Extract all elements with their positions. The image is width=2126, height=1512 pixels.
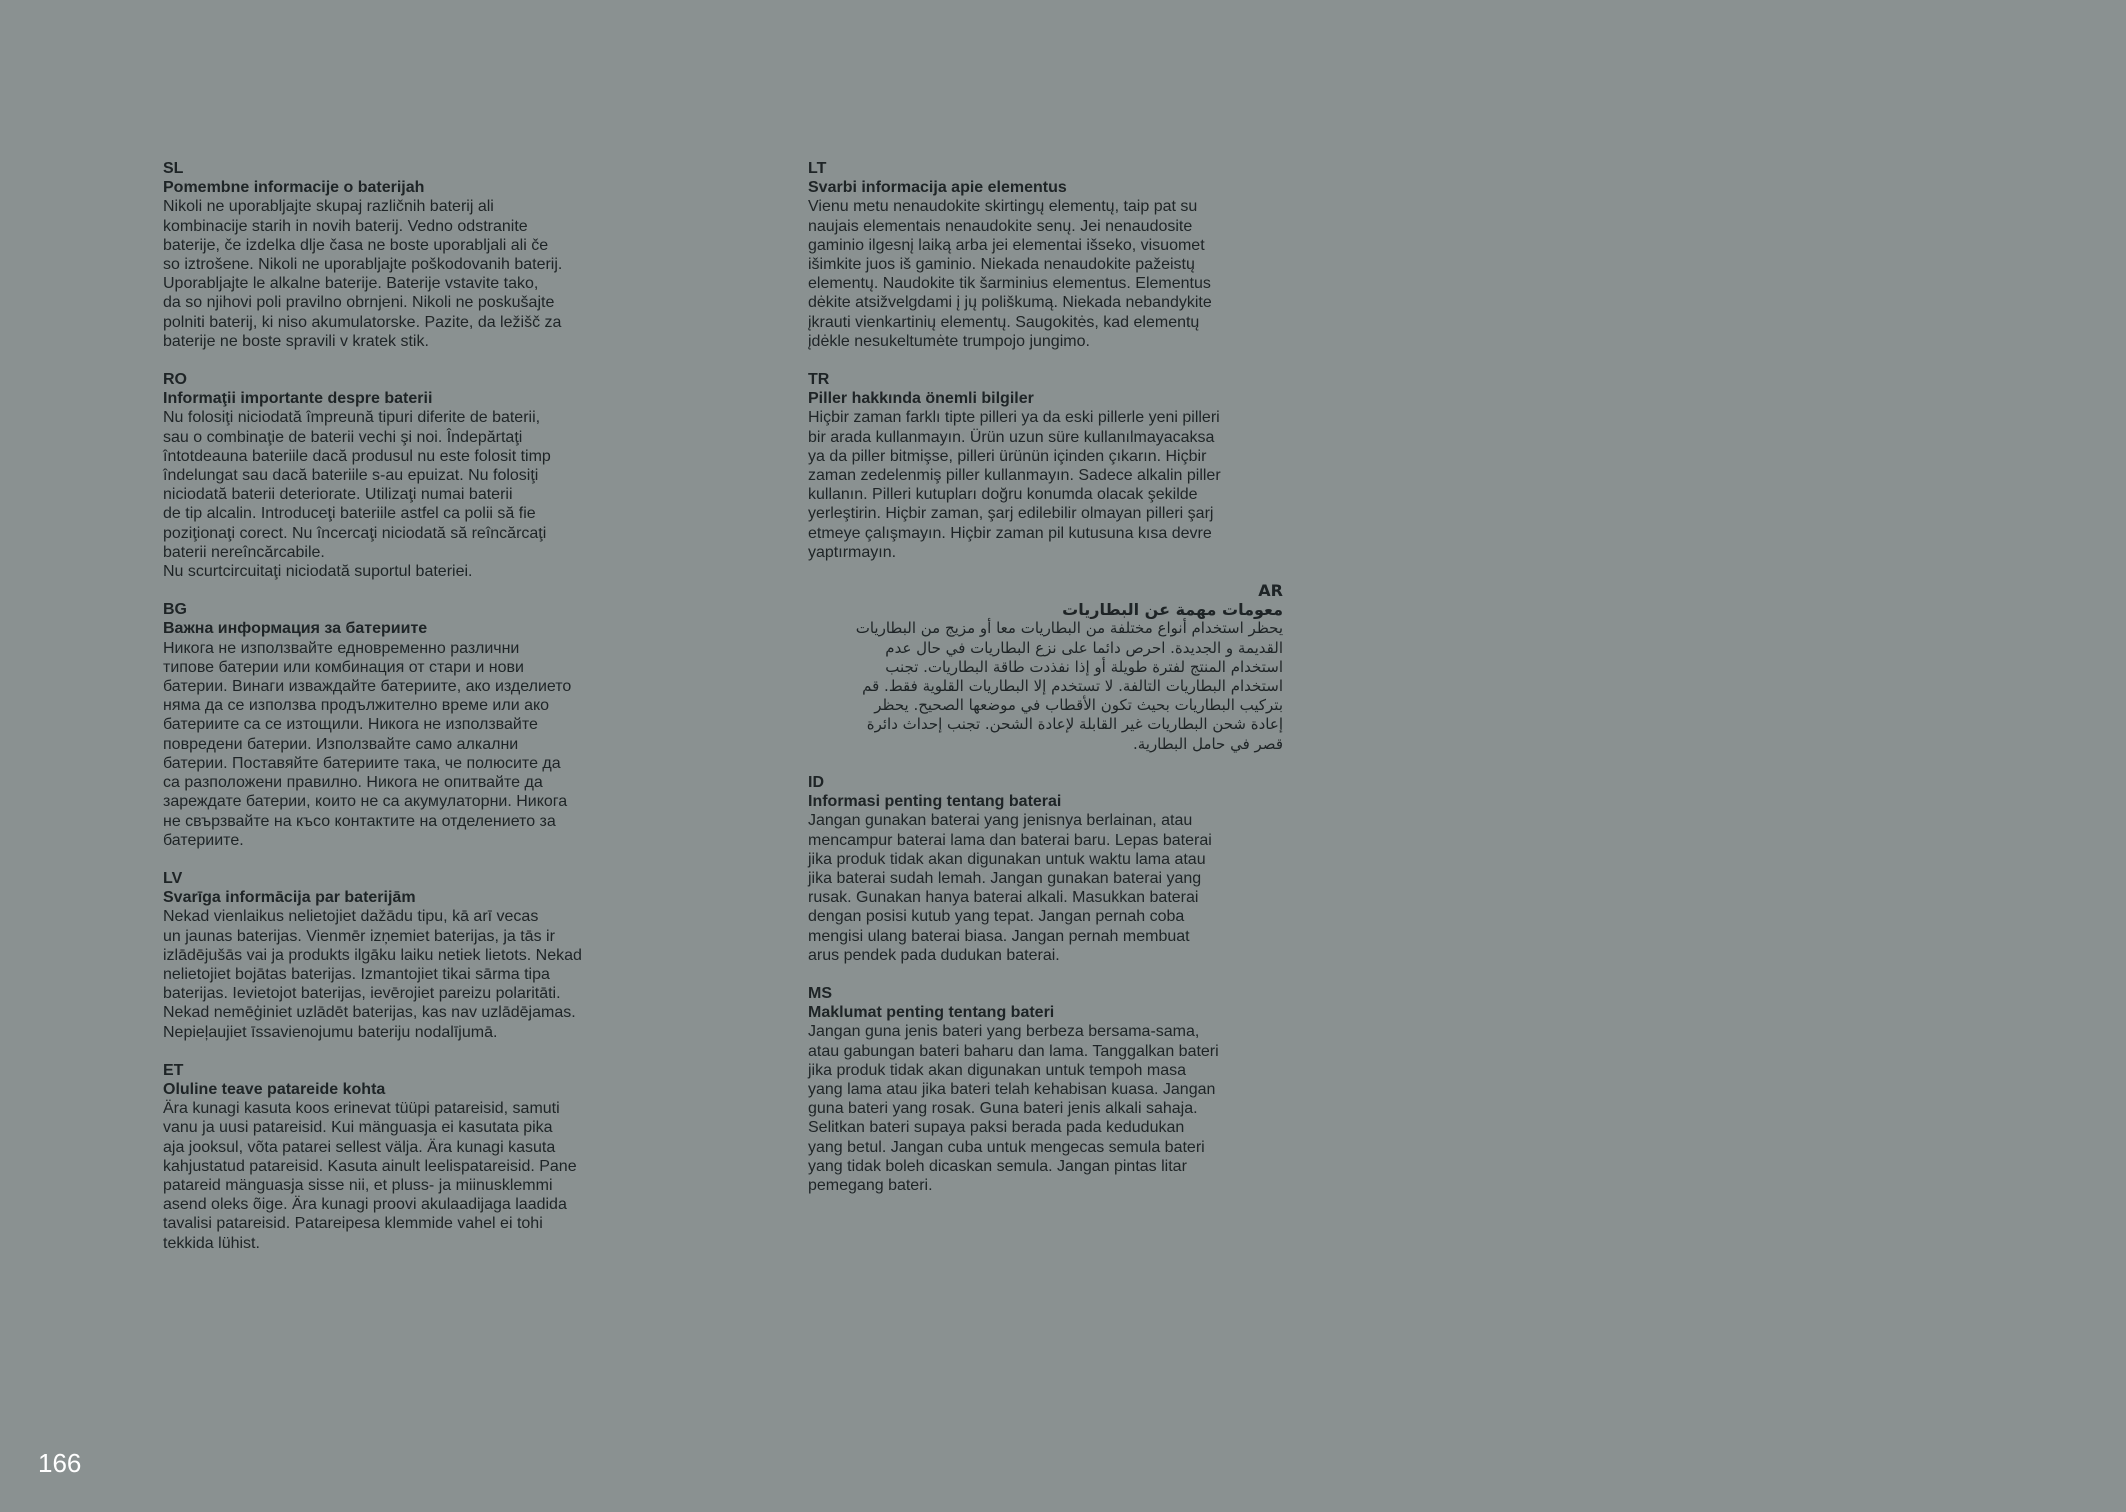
section-heading: Важна информация за батериите <box>163 620 428 638</box>
right-column <box>808 159 1283 1214</box>
language-code: ID <box>808 773 824 791</box>
section-lt <box>808 159 1283 351</box>
section-body: Hiçbir zaman farklı tipte pilleri ya da eski pillerle yeni pilleri bir arada kullanmayın. Ürün uzun süre kullanılmayacaksa ya da piller bitmişse, pilleri ürünün içinden çıkarın. Hiçbir zaman zedelenmiş piller kullanmayın. Sadece alkalin piller kullanın. Pilleri kutupları doğru konumda olacak şekilde yerleştirin. Hiçbir zaman, şarj edilebilir olmayan pilleri şarj etmeye çalışmayın. Hiçbir zaman pil kutusuna kısa devre yaptırmayın. <box>808 409 1221 561</box>
section-heading: معومات مهمة عن البطاريات <box>1062 600 1283 620</box>
language-code: RO <box>163 371 187 389</box>
section-body: Vienu metu nenaudokite skirtingų elementų, taip pat su naujais elementais nenaudokite senų. Jei nenaudosite gaminio ilgesnį laiką arba jei elementai išseko, visuomet išimkite juos iš gaminio. Niekada nenaudokite pažeistų elementų. Naudokite tik šarminius elementus. Elementus dėkite atsižvelgdami į jų poliškumą. Niekada nebandykite įkrauti vienkartinių elementų. Saugokitės, kad elementų įdėkle nesukeltumėte trumpojo jungimo. <box>808 198 1212 350</box>
language-code: MS <box>808 984 832 1002</box>
section-body: يحظر استخدام أنواع مختلفة من البطاريات معا أو مزيج من البطاريات القديمة و الجديدة. احرص دائما على نزع البطاريات في حال عدم استخدام المنتج لفترة طويلة أو إذا نفذدت طاقة البطاريات. تجنب استخدام البطاريات التالفة. لا تستخدم إلا البطاريات القلوية فقط. قم بتركيب البطاريات بحيث تكون الأقطاب في موضعها الصحيح. يحظر إعادة شحن البطاريات غير القابلة لإعادة الشحن. تجنب إحداث دائرة قصر في حامل البطارية. <box>855 619 1283 753</box>
language-code: ET <box>163 1061 184 1079</box>
section-ro <box>163 370 648 581</box>
language-code: TR <box>808 371 830 389</box>
section-id <box>808 773 1283 965</box>
section-heading: Pomembne informacije o baterijah <box>163 179 425 197</box>
section-body: Никога не използвайте едновременно различни типове батерии или комбинация от стари и нови батерии. Винаги изваждайте батериите, ако изделието няма да се използва продължително време или ако батериите са се изтощили. Никога не използвайте повредени батерии. Използвайте само алкални батерии. Поставяйте батериите така, че полюсите да са разположени правилно. Никога не опитвайте да зареждате батерии, които не са акумулаторни. Никога не свързвайте на късо контактите на отделението за батериите. <box>163 639 572 849</box>
language-code: BG <box>163 601 187 619</box>
section-heading: Maklumat penting tentang bateri <box>808 1004 1055 1022</box>
section-body: Nekad vienlaikus nelietojiet dažādu tipu, kā arī vecas un jaunas baterijas. Vienmēr izņemiet baterijas, ja tās ir izlādējušās vai ja produkts ilgāku laiku netiek lietots. Nekad nelietojiet bojātas baterijas. Izmantojiet tikai sārma tipa baterijas. Ievietojot baterijas, ievērojiet pareizu polaritāti. Nekad nemēģiniet uzlādēt baterijas, kas nav uzlādējamas. Nepieļaujiet īssavienojumu bateriju nodalījumā. <box>163 908 582 1041</box>
section-heading: Informasi penting tentang baterai <box>808 793 1062 811</box>
section-body: Ära kunagi kasuta koos erinevat tüüpi patareisid, samuti vanu ja uusi patareisid. Kui mänguasja ei kasutata pika aja jooksul, võta patarei sellest välja. Ära kunagi kasuta kahjustatud patareisid. Kasuta ainult leelispatareisid. Pane patareid mänguasja sisse nii, et pluss- ja miinusklemmi asend oleks õige. Ära kunagi proovi akulaadijaga laadida tavalisi patareisid. Patareipesa klemmide vahel ei tohi tekkida lühist. <box>163 1100 577 1252</box>
section-body: Jangan guna jenis bateri yang berbeza bersama-sama, atau gabungan bateri baharu dan lama. Tanggalkan bateri jika produk tidak akan digunakan untuk tempoh masa yang lama atau jika bateri telah kehabisan kuasa. Jangan guna bateri yang rosak. Guna bateri jenis alkali sahaja. Selitkan bateri supaya paksi berada pada kedudukan yang betul. Jangan cuba untuk mengecas semula bateri yang tidak boleh dicaskan semula. Jangan pintas litar pemegang bateri. <box>808 1023 1219 1194</box>
section-heading: Oluline teave patareide kohta <box>163 1080 386 1098</box>
section-body: Jangan gunakan baterai yang jenisnya berlainan, atau mencampur baterai lama dan baterai baru. Lepas baterai jika produk tidak akan digunakan untuk waktu lama atau jika baterai sudah lemah. Jangan gunakan baterai yang rusak. Gunakan hanya baterai alkali. Masukkan baterai dengan posisi kutub yang tepat. Jangan pernah coba mengisi ulang baterai biasa. Jangan pernah membuat arus pendek pada dudukan baterai. <box>808 812 1212 964</box>
section-body: Nikoli ne uporabljajte skupaj različnih baterij ali kombinacije starih in novih baterij. Vedno odstranite baterije, če izdelka dlje časa ne boste uporabljali ali če so iztrošene. Nikoli ne uporabljajte poškodovanih baterij. Uporabljajte le alkalne baterije. Baterije vstavite tako, da so njihovi poli pravilno obrnjeni. Nikoli ne poskušajte polniti baterij, ki niso akumulatorske. Pazite, da ležišč za baterije ne boste spravili v kratek stik. <box>163 198 563 350</box>
section-heading: Svarbi informacija apie elementus <box>808 179 1067 197</box>
section-sl <box>163 159 648 351</box>
page-number: 166 <box>38 1448 82 1478</box>
section-tr <box>808 370 1283 562</box>
section-bg <box>163 600 648 850</box>
section-ar <box>808 581 1283 754</box>
section-heading: Piller hakkında önemli bilgiler <box>808 390 1034 408</box>
left-column <box>163 159 648 1272</box>
language-code: LT <box>808 160 827 177</box>
language-code: AR <box>1258 581 1283 601</box>
section-heading: Informaţii importante despre baterii <box>163 390 433 408</box>
section-ms <box>808 984 1283 1195</box>
section-heading: Svarīga informācija par baterijām <box>163 889 416 907</box>
section-body: Nu folosiţi niciodată împreună tipuri diferite de baterii, sau o combinaţie de baterii vechi şi noi. Îndepărtaţi întotdeauna bateriile dacă produsul nu este folosit timp îndelungat sau dacă bateriile s-au epuizat. Nu folosiţi niciodată baterii deteriorate. Utilizaţi numai baterii de tip alcalin. Introduceţi bateriile astfel ca polii să fie poziţionaţi corect. Nu încercaţi niciodată să reîncărcaţi baterii nereîncărcabile. Nu scurtcircuitaţi niciodată suportul bateriei. <box>163 409 551 581</box>
section-et <box>163 1061 648 1253</box>
language-code: LV <box>163 869 183 887</box>
language-code: SL <box>163 160 184 177</box>
section-lv <box>163 869 648 1042</box>
